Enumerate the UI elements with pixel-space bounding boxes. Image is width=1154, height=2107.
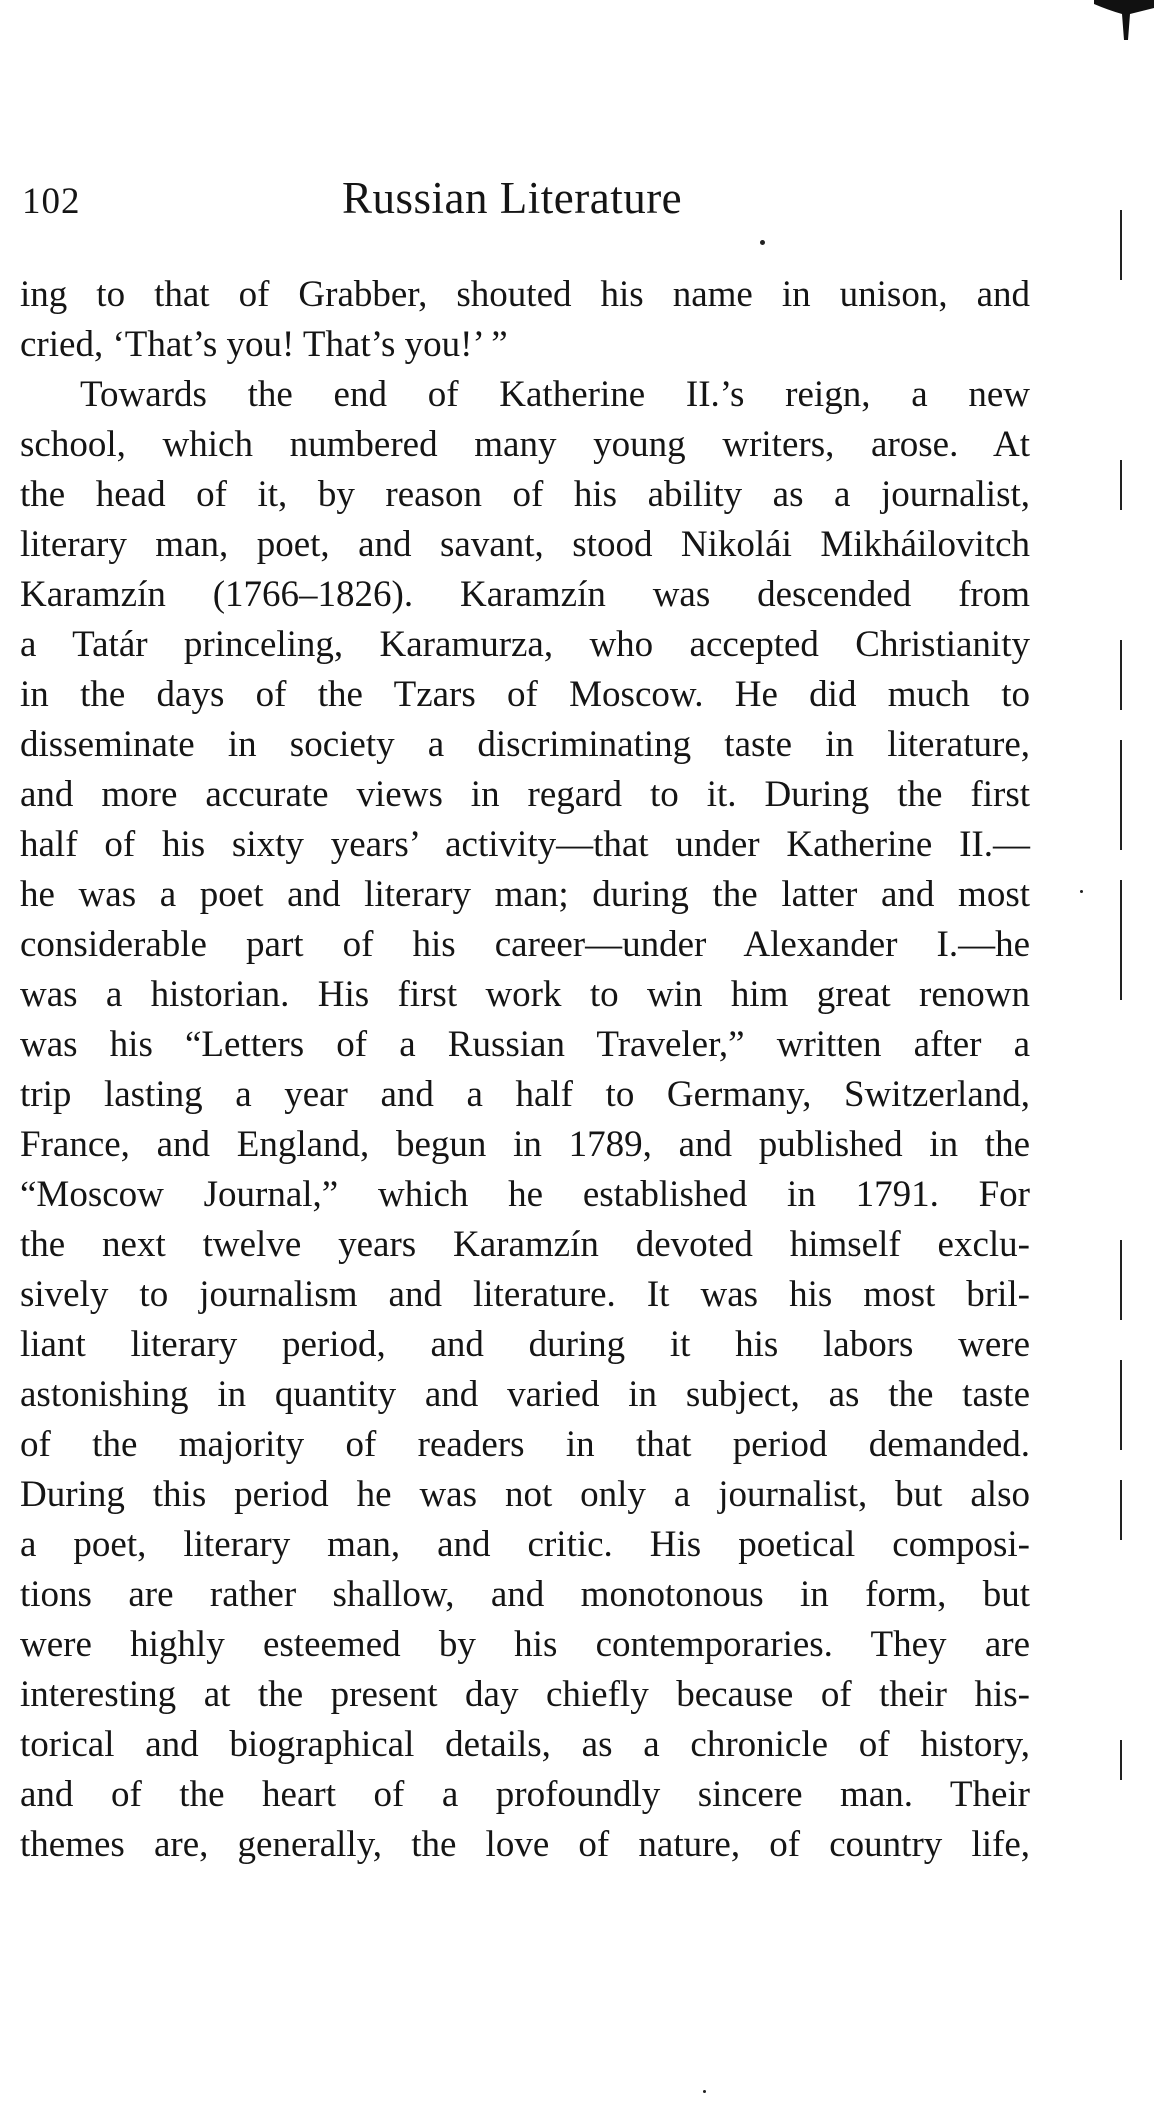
text-line: half of his sixty years’ activity—that under Katherine II.— bbox=[20, 824, 1030, 865]
scan-edge-mark bbox=[1120, 640, 1122, 710]
page-header bbox=[22, 172, 1032, 232]
text-line: ing to that of Grabber, shouted his name in unison, and bbox=[20, 274, 1030, 315]
running-head: Russian Literature bbox=[342, 173, 683, 223]
text-line: France, and England, begun in 1789, and published in the bbox=[20, 1124, 1030, 1165]
text-line: cried, ‘That’s you! That’s you!’ ” bbox=[20, 324, 508, 365]
scan-edge-mark bbox=[1120, 210, 1122, 280]
scan-edge-mark bbox=[1120, 1240, 1122, 1320]
scan-edge-mark bbox=[1120, 1360, 1122, 1450]
text-line: trip lasting a year and a half to Germany, Switzerland, bbox=[20, 1074, 1030, 1115]
text-line: Karamzín (1766–1826). Karamzín was descended from bbox=[20, 574, 1030, 615]
text-line: he was a poet and literary man; during the latter and most bbox=[20, 874, 1030, 915]
text-line: a poet, literary man, and critic. His poetical composi- bbox=[20, 1524, 1030, 1565]
scan-edge-mark bbox=[1120, 460, 1122, 510]
text-line: literary man, poet, and savant, stood Nikolái Mikháilovitch bbox=[20, 524, 1030, 565]
text-line: was his “Letters of a Russian Traveler,” written after a bbox=[20, 1024, 1030, 1065]
text-line: liant literary period, and during it his labors were bbox=[20, 1324, 1030, 1365]
text-line: of the majority of readers in that period demanded. bbox=[20, 1424, 1030, 1465]
text-line: torical and biographical details, as a chronicle of history, bbox=[20, 1724, 1030, 1765]
corner-mark-icon bbox=[1094, 0, 1154, 40]
scan-edge-mark bbox=[703, 2090, 706, 2093]
text-line: Towards the end of Katherine II.’s reign, a new bbox=[80, 374, 1030, 415]
text-line: school, which numbered many young writers, arose. At bbox=[20, 424, 1030, 465]
text-line: a Tatár princeling, Karamurza, who accepted Christianity bbox=[20, 624, 1030, 665]
page-number: 102 bbox=[22, 181, 81, 222]
text-line: the next twelve years Karamzín devoted himself exclu- bbox=[20, 1224, 1030, 1265]
text-line: and of the heart of a profoundly sincere man. Their bbox=[20, 1774, 1030, 1815]
text-line: disseminate in society a discriminating taste in literature, bbox=[20, 724, 1030, 765]
scan-edge-mark bbox=[1080, 890, 1083, 893]
scan-edge-mark bbox=[1120, 1740, 1122, 1780]
text-line: considerable part of his career—under Alexander I.—he bbox=[20, 924, 1030, 965]
text-line: and more accurate views in regard to it. During the first bbox=[20, 774, 1030, 815]
body-text bbox=[20, 270, 1030, 1870]
text-line: was a historian. His first work to win him great renown bbox=[20, 974, 1030, 1015]
text-line: During this period he was not only a journalist, but also bbox=[20, 1474, 1030, 1515]
scan-edge-mark bbox=[1120, 880, 1122, 1000]
text-line: astonishing in quantity and varied in subject, as the taste bbox=[20, 1374, 1030, 1415]
text-line: interesting at the present day chiefly because of their his- bbox=[20, 1674, 1030, 1715]
text-line: themes are, generally, the love of nature, of country life, bbox=[20, 1824, 1030, 1865]
scan-edge-mark bbox=[1120, 1480, 1122, 1540]
text-line: “Moscow Journal,” which he established in 1791. For bbox=[20, 1174, 1030, 1215]
scan-edge-mark bbox=[1120, 740, 1122, 850]
text-line: were highly esteemed by his contemporaries. They are bbox=[20, 1624, 1030, 1665]
text-line: the head of it, by reason of his ability as a journalist, bbox=[20, 474, 1030, 515]
scan-edge-mark bbox=[760, 240, 765, 245]
text-line: in the days of the Tzars of Moscow. He did much to bbox=[20, 674, 1030, 715]
text-line: tions are rather shallow, and monotonous in form, but bbox=[20, 1574, 1030, 1615]
text-line: sively to journalism and literature. It was his most bril- bbox=[20, 1274, 1030, 1315]
